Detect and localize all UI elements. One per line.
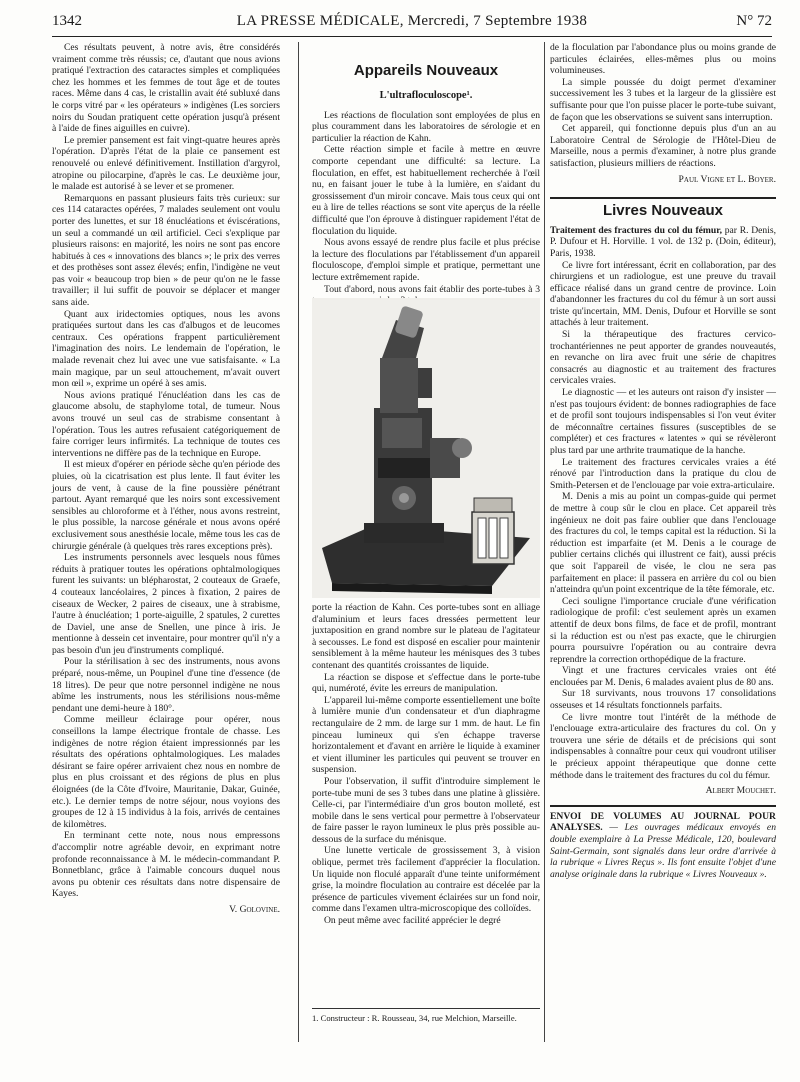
paragraph: Il est mieux d'opérer en période sèche qu'en période des pluies, où la cicatrisation est plus lente. Il faut éviter les jours de vent, à cause de la fine poussière pénétrant partout. Ayant remarqué que les noirs sont excessivement sensibles au chloroforme et à l'éther, nous avons restreint, le plus possible, la narcose générale et nous avons opéré exclusivement sous anesthésie locale, même tous les cas de chirurgie générale (à quelques très rares exceptions près).: [52, 459, 280, 552]
page-header: [52, 13, 772, 37]
paragraph: Tout d'abord, nous avons fait établir des porte-tubes à 3: [324, 283, 540, 295]
column-middle-top: [312, 80, 540, 307]
author-signature: Paul Vigne et L. Boyer.: [678, 173, 776, 185]
page-number: 1342: [52, 13, 82, 29]
paragraph: Comme meilleur éclairage pour opérer, nous conseillons la lampe électrique frontale de chasse. Les indigènes de notre région étaient impressionnés par les résultats des opérations ophtalmologiques. Les malades désirant se faire opérer arrivaient chez nous en nombre de plus en plus croissant et des régions de plus en plus éloignées (de la Côte d'Ivoire, Mauritanie, Dakar, Guinée, etc.). Le dernier temps de notre séjour, nous voyions des groupes de 12 à 15 individus à la fois, arrivés de centaines de kilomètres.: [52, 714, 280, 830]
column-middle-bottom: [312, 602, 540, 927]
book-title: Traitement des fractures du col du fémur,: [550, 224, 723, 236]
apparatus-illustration: [312, 298, 540, 598]
paragraph: Ce livre montre tout l'intérêt de la méthode de l'enclouage extra-articulaire des fractures du col. On y trouvera une série de détails et de précisions qui sont indispensables à connaître pour ceux qui voudront utiliser le précieux appoint thérapeutique que donne cette méthode dans le traitement des fractures du col du fémur.: [550, 711, 776, 781]
column-divider: [544, 42, 545, 1042]
article-title: L'ultrafloculoscope¹.: [379, 90, 473, 101]
paragraph: Pour la stérilisation à sec des instruments, nous avons préparé, nous-même, un Poupinel d'une tine d'essence (de 18 litres). De peur que notre personnel indigène ne nous abîme les instruments, nous les stérilisions nous-même pendant une demi-heure à 180°.: [52, 656, 280, 714]
column-right: [550, 42, 776, 880]
paragraph: Ceci souligne l'importance cruciale d'une vérification radiologique de profil: c'est seulement après un examen attentif de deux bons films, de face et de profil, montrant si la réduction est ou n'est pas exacte, que le chirurgien pourra poursuivre l'opération ou au contraire devra reprendre la correction orthopédique de la fracture.: [550, 595, 776, 665]
paragraph: M. Denis a mis au point un compas-guide qui permet de mettre à coup sûr le clou en place. Cet appareil très ingénieux ne doit pas faire oublier que dans l'enclouage des fractures du col, le temps capital est la réduction. Si la réduction est imparfaite (et M. Denis a le courage de publier certains clichés qui illustrent ce fait), aussi précis que soit l'appareil de visée, le clou ne sera pas parfaitement en place: il passera en arrière du col ou bien n'atteindra qu'un point excentrique de la tête fémorale, etc.: [550, 491, 776, 596]
issue-number: N° 72: [736, 13, 772, 29]
envoi-text: — Les ouvrages médicaux envoyés en double exemplaire à La Presse Médicale, 120, boulevard Saint-Germain, sont signalés dans leur ordre d'arrivée à la rubrique « Livres Reçus ». Ils font ensuite l'objet d'une analyse originale dans la rubrique « Livres Nouveaux ».: [550, 822, 776, 880]
paragraph: Sur 18 survivants, nous trouvons 17 consolidations osseuses et 14 résultats fonctionnels parfaits.: [550, 688, 776, 712]
paragraph: Quant aux iridectomies optiques, nous les avons pratiquées surtout dans les cas d'albugos et de leucomes centraux. Ces opérations frappent particulièrement l'imagination des noirs. Le lendemain de l'opération, le malade revenait chez lui avec une vue satisfaisante. « La main magique, par un seul attouchement, m'avait ouvert mon œil », exprime un opéré à ses amis.: [52, 308, 280, 390]
paragraph: porte la réaction de Kahn. Ces porte-tubes sont en alliage d'aluminium et leurs faces dressées permettent leur juxtaposition en grand nombre sur le plateau de l'agitateur à secousses. Le fond est disposé en escalier pour maintenir sensiblement à la même hauteur les ménisques des 3 tubes contenant des quantités croissantes de liquide.: [312, 602, 540, 671]
paragraph: L'appareil lui-même comporte essentiellement une boîte à lumière munie d'un condensateur et d'un diaphragme rectangulaire de 2 mm. de large sur 1 mm. de haut. Le fin pinceau lumineux qui s'en échappe traverse horizontalement et d'avant en arrière le liquide à examiner et vient illuminer les particules qui peuvent se trouver en suspension.: [312, 694, 540, 776]
paragraph: Ces résultats peuvent, à notre avis, être considérés vraiment comme très réussis; ce, d'autant que nous avions pratiqué l'extraction des cataractes simples et compliquées chez les hommes et les femmes de tout âge et de toutes races. Même dans 4 cas, le cristallin avait été subluxé dans le corps vitré par « les opérateurs » indigènes (Les sorciers noirs du Soudan pratiquent cette opération jusqu'à présent à l'aide de fines aiguilles en cuivre).: [52, 42, 280, 135]
author-signature: Albert Mouchet.: [705, 785, 776, 797]
column-left: [52, 42, 280, 916]
paragraph: Une lunette verticale de grossissement 3, à vision oblique, permet très facilement d'apprécier la floculation. Un liquide non floculé apparaît d'une teinte uniformément grise, la moindre floculation au contraire est décelée par la présence de particules vivement éclairées sur un fond noir, comme dans l'examen ultra-microscopique des colloïdes.: [312, 845, 540, 915]
paragraph: Ce livre fort intéressant, écrit en collaboration, par des chirurgiens et un radiologue, est une preuve du travail efficace réalisé dans un grand centre de province. Loin d'abandonner les fractures du col du fémur à un sort aussi triste qu'incertain, MM. Denis, Dufour et Horville se sont attachés à leur traitement.: [550, 259, 776, 329]
paragraph: Si la thérapeutique des fractures cervico-trochantériennes ne peut apporter de grandes nouveautés, en revanche on lira avec fruit une série de chapitres consacrés au diagnostic et au traitement des fractures cervicales vraies.: [550, 329, 776, 387]
paragraph: Pour l'observation, il suffit d'introduire simplement le porte-tube muni de ses 3 tubes dans une platine à glissière. Celle-ci, par l'intermédiaire d'un gros bouton molleté, est mobile dans le sens vertical pour permettre à l'observateur de faire passer le rayon lumineux le plus près possible au-dessous de la surface du ménisque.: [312, 775, 540, 845]
paragraph: Les réactions de floculation sont employées de plus en plus couramment dans les laboratoires de sérologie et en particulier la réaction de Kahn.: [312, 109, 540, 144]
paragraph: On peut même avec facilité apprécier le degré: [324, 915, 501, 927]
paragraph: La réaction se dispose et s'effectue dans le porte-tube qui, numéroté, évite les erreurs de manipulation.: [312, 671, 540, 695]
author-signature: V. Golovine.: [229, 903, 280, 915]
section-title-appareils: Appareils Nouveaux: [353, 62, 499, 79]
book-reference: par R. Denis, P. Dufour et H. Horville. 1 vol. de 132 p. (Doin, éditeur), Paris, 1938.: [550, 224, 776, 259]
paragraph: Nous avons essayé de rendre plus facile et plus précise la lecture des floculations par l'établissement d'un appareil floculoscope, d'emploi simple et pratique, permettant une lecture extrêmement rapide.: [312, 237, 540, 283]
paragraph: En terminant cette note, nous nous empressons d'accomplir notre agréable devoir, en exprimant notre profonde reconnaissance à M. le médecin-commandant P. Bonnetblanc, grâce à l'aimable concours duquel nous avons pu obtenir ces résultats dans notre dispensaire de Kayes.: [52, 830, 280, 900]
paragraph: Les instruments personnels avec lesquels nous fûmes réduits à pratiquer toutes les opérations ophtalmologiques furent les suivants: un blépharostat, 2 couteaux de Graefe, 4 couteaux lancéolaires, 2 pinces à fixation, 2 paires de ciseaux de Wecker, 2 paires de ciseaux, une à strabisme, l'autre à énucléation; 1 porte-aiguille, 2 spatules, 2 curettes de Daviel, une anse de Snellen, une pince à iris. Je mentionne à dessein cet inventaire, pour montrer qu'il n'y a pas besoin d'un jeu d'instruments compliqué.: [52, 552, 280, 656]
paragraph: Le traitement des fractures cervicales vraies a été rénové par l'introduction dans la pratique du clou de Smith-Petersen et de l'enclouage par voie extra-articulaire.: [550, 456, 776, 491]
paragraph: Cet appareil, qui fonctionne depuis plus d'un an au Laboratoire Central de Sérologie de l'Hôtel-Dieu de Marseille, nous a permis d'examiner, à notre plus grande satisfaction, plusieurs milliers de réactions.: [550, 123, 776, 169]
section-title-livres: Livres Nouveaux: [602, 202, 724, 220]
section-rule: [550, 805, 776, 807]
paragraph: Cette réaction simple et facile à mettre en œuvre comporte cependant une difficulté: sa lecture. La floculation, en effet, est habituellement recherchée à l'œil nu, en faisant jouer le tube à la lumière, en s'aidant du grossissement d'un miroir concave. Mais tous ceux qui ont eu à lire de telles réactions se sont vite aperçus de la réelle difficulté que l'on éprouve à distinguer rapidement l'état de floculation du liquide.: [312, 144, 540, 237]
ultrafloculoscope-photo: [312, 298, 540, 598]
column-divider: [298, 42, 299, 1042]
journal-title: LA PRESSE MÉDICALE, Mercredi, 7 Septembre 1938: [236, 13, 588, 29]
header-rule: [52, 36, 772, 37]
paragraph: Nous avions pratiqué l'énucléation dans les cas de glaucome absolu, de staphylome total, de tumeur. Nous avons trouvé un seul cas de strabisme consentant à l'opération. Tous les autres refusaient catégoriquement de faire corriger leurs infirmités. La technique de toutes ces interventions ne diffère pas de la technique en Europe.: [52, 389, 280, 459]
paragraph: de la floculation par l'abondance plus ou moins grande de particules éclairées, elles-mêmes plus ou moins volumineuses.: [550, 42, 776, 77]
paragraph: Le premier pansement est fait vingt-quatre heures après l'opération. D'après l'état de la plaie ce pansement est renouvelé ou enlevé définitivement. Instillation d'argyrol, atropine ou pilocarpine, d'après le cas. Le deuxième jour, le malade est autorisé à se lever et se promener.: [52, 134, 280, 193]
paragraph: Remarquons en passant plusieurs faits très curieux: sur ces 114 cataractes opérées, 7 malades seulement ont voulu porter des lunettes, et sur 18 énucléations et éviscérations, un seul a commandé un œil artificiel. Ceci s'explique par plusieurs raisons: en majorité, les noirs ne sont pas encore habitués à ces « innovations des blancs »; le prix des verres et des prothèses sont assez élevés; enfin, l'indigène ne veut pas voir « beaucoup trop bien » de peur qu'on ne le fasse travailler; il lui suffit de pouvoir se déplacer et manger sans aide.: [52, 192, 280, 309]
footnote: 1. Constructeur : R. Rousseau, 34, rue Melchion, Marseille.: [312, 1008, 540, 1024]
envoi-notice: [550, 811, 776, 881]
paragraph: La simple poussée du doigt permet d'examiner successivement les 3 tubes et la largeur de la glissière est suffisante pour que l'on puisse placer le porte-tube suivant, de façon que les observations se suivent sans interruption.: [550, 76, 776, 123]
section-rule: [550, 197, 776, 199]
paragraph: Vingt et une fractures cervicales vraies ont été enclouées par M. Denis, 6 malades avaient plus de 80 ans.: [550, 665, 776, 688]
paragraph: Le diagnostic — et les auteurs ont raison d'y insister — n'est pas toujours évident: de bonnes radiographies de face et de profil sont toujours indispensables si l'on veut éviter de méconnaître certaines fissures (susceptibles de se compléter) et ces fractures « latentes » qui se révèleront plus tard par une arthrite traumatique de la hanche.: [550, 387, 776, 456]
envoi-title: ENVOI DE VOLUMES AU JOURNAL POUR ANALYSES.: [550, 810, 776, 834]
